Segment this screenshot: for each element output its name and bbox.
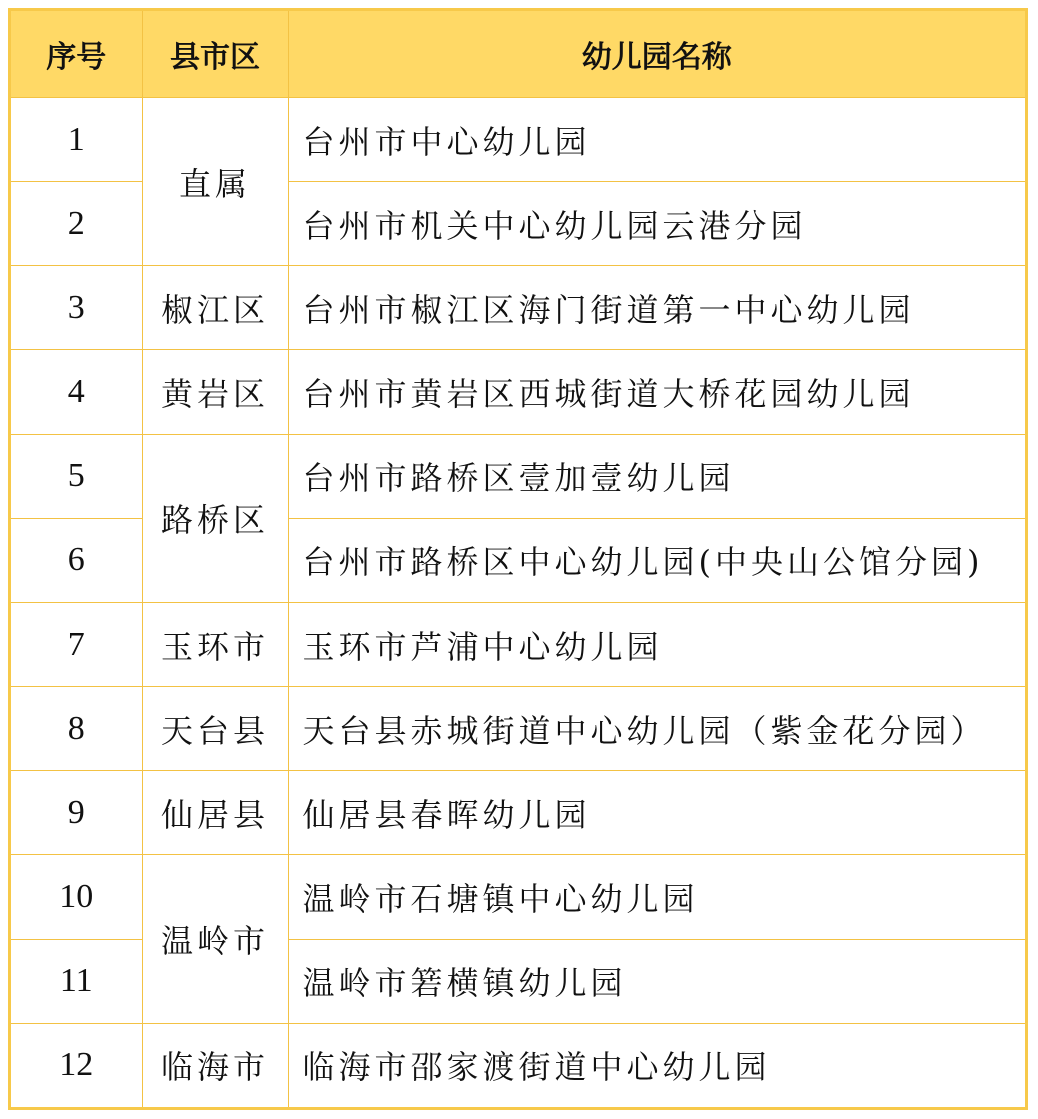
row-kindergarten-name: 温岭市箬横镇幼儿园 (288, 939, 1025, 1023)
row-county: 路桥区 (142, 434, 288, 602)
table-header-row (11, 11, 1025, 98)
row-index: 12 (11, 1023, 142, 1107)
row-county: 临海市 (142, 1023, 288, 1107)
row-index: 9 (11, 771, 142, 855)
row-index: 7 (11, 602, 142, 686)
row-kindergarten-name: 台州市中心幼儿园 (288, 98, 1025, 182)
table-row (11, 1023, 1025, 1107)
kindergarten-table-frame (8, 8, 1028, 1110)
row-index: 2 (11, 182, 142, 266)
table-row (11, 771, 1025, 855)
row-county: 直属 (142, 98, 288, 266)
row-kindergarten-name: 台州市椒江区海门街道第一中心幼儿园 (288, 266, 1025, 350)
table-row (11, 266, 1025, 350)
row-index: 8 (11, 687, 142, 771)
row-index: 1 (11, 98, 142, 182)
row-county: 黄岩区 (142, 350, 288, 434)
row-kindergarten-name: 台州市路桥区中心幼儿园(中央山公馆分园) (288, 518, 1025, 602)
header-index: 序号 (11, 11, 142, 98)
header-name: 幼儿园名称 (288, 11, 1025, 98)
row-county: 玉环市 (142, 602, 288, 686)
row-index: 3 (11, 266, 142, 350)
row-kindergarten-name: 玉环市芦浦中心幼儿园 (288, 602, 1025, 686)
row-county: 椒江区 (142, 266, 288, 350)
row-county: 天台县 (142, 687, 288, 771)
table-row (11, 350, 1025, 434)
row-kindergarten-name: 台州市路桥区壹加壹幼儿园 (288, 434, 1025, 518)
kindergarten-table (11, 11, 1025, 1107)
table-row (11, 602, 1025, 686)
table-row (11, 855, 1025, 939)
row-kindergarten-name: 台州市机关中心幼儿园云港分园 (288, 182, 1025, 266)
table-row (11, 687, 1025, 771)
table-row (11, 98, 1025, 182)
row-kindergarten-name: 临海市邵家渡街道中心幼儿园 (302, 1048, 771, 1087)
row-index: 4 (11, 350, 142, 434)
table-row (11, 434, 1025, 518)
row-county: 温岭市 (142, 855, 288, 1023)
row-index: 6 (11, 518, 142, 602)
row-kindergarten-name: 温岭市石塘镇中心幼儿园 (288, 855, 1025, 939)
row-kindergarten-name: 天台县赤城街道中心幼儿园（紫金花分园） (288, 687, 1025, 771)
row-index: 10 (11, 855, 142, 939)
row-index: 11 (11, 939, 142, 1023)
row-index: 5 (11, 434, 142, 518)
row-kindergarten-name: 台州市黄岩区西城街道大桥花园幼儿园 (288, 350, 1025, 434)
header-county: 县市区 (142, 11, 288, 98)
row-kindergarten-name: 仙居县春晖幼儿园 (288, 771, 1025, 855)
row-county: 仙居县 (142, 771, 288, 855)
